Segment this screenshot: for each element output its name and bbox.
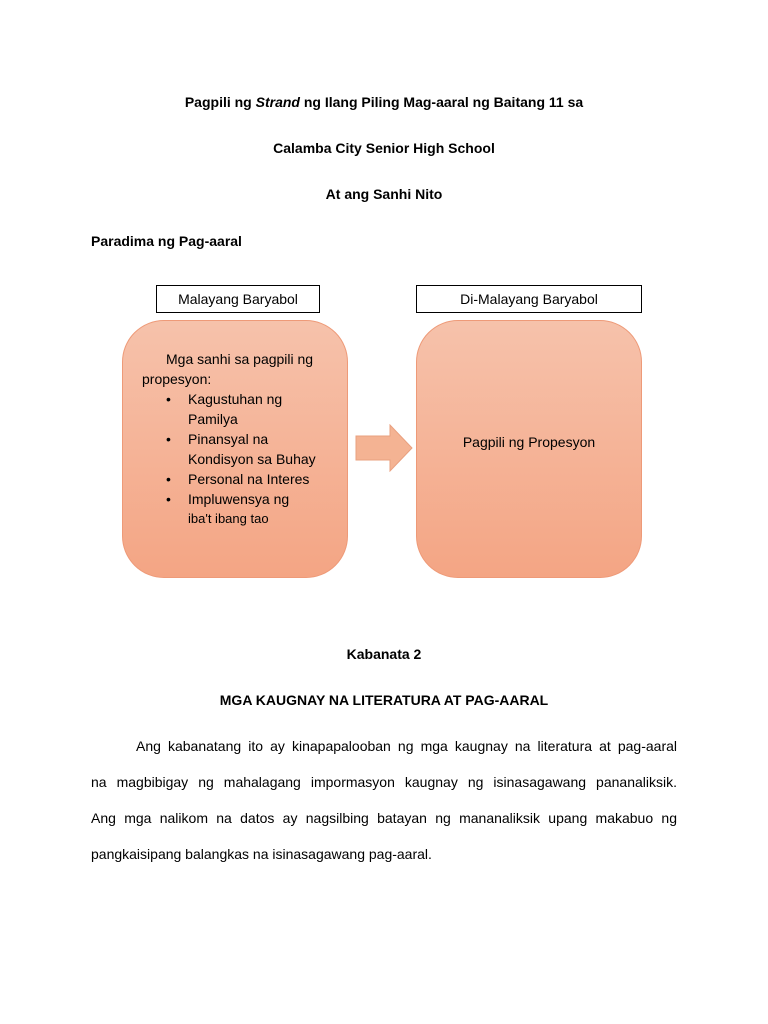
document-title-line-3: At ang Sanhi Nito bbox=[325, 186, 443, 202]
chapter-number: Kabanata 2 bbox=[346, 646, 422, 662]
causes-intro: Mga sanhi sa pagpili ng propesyon: bbox=[142, 351, 314, 387]
paragraph-line: Ang mga nalikom na datos ay nagsilbing batayan ng mananaliksik upang makabuo ng bbox=[91, 810, 677, 826]
chapter-title: MGA KAUGNAY NA LITERATURA AT PAG-AARAL bbox=[219, 692, 549, 708]
title-text-part: Pagpili ng bbox=[184, 94, 256, 110]
cause-item bbox=[188, 489, 342, 529]
paragraph-line: pangkaisipang balangkas na isinasagawang pag-aaral. bbox=[91, 846, 432, 862]
cause-item-line: • Pinansyal na bbox=[188, 431, 269, 447]
cause-item-line: • Impluwensya ng bbox=[188, 491, 290, 507]
causes-list bbox=[142, 389, 342, 529]
right-arrow-icon bbox=[355, 424, 413, 472]
paragraph-line: Ang kabanatang ito ay kinapapalooban ng mga kaugnay na literatura at pag-aaral bbox=[136, 738, 677, 754]
title-emphasis-strand: Strand bbox=[255, 94, 300, 110]
outcome-text: Pagpili ng Propesyon bbox=[462, 434, 596, 450]
independent-variable-label: Malayang Baryabol bbox=[156, 285, 320, 313]
document-title-line-2: Calamba City Senior High School bbox=[273, 140, 495, 156]
chapter-paragraph bbox=[91, 728, 677, 872]
paradigm-heading: Paradima ng Pag-aaral bbox=[91, 233, 242, 249]
cause-item bbox=[188, 389, 342, 429]
title-text-part: ng Ilang Piling Mag-aaral ng Baitang 11 sa bbox=[299, 94, 584, 110]
cause-item-line: • Kagustuhan ng bbox=[188, 391, 283, 407]
cause-item-line: Pamilya bbox=[188, 411, 238, 427]
cause-item-line: iba't ibang tao bbox=[188, 511, 269, 526]
cause-item-line: Kondisyon sa Buhay bbox=[188, 451, 316, 467]
paragraph-line: na magbibigay ng mahalagang impormasyon kaugnay ng isinasagawang pananaliksik. bbox=[91, 774, 677, 790]
cause-item bbox=[188, 429, 342, 469]
document-title-line-1 bbox=[0, 93, 768, 111]
dependent-variable-label: Di-Malayang Baryabol bbox=[416, 285, 642, 313]
cause-item bbox=[188, 469, 342, 489]
cause-item-line: • Personal na Interes bbox=[188, 471, 310, 487]
causes-text bbox=[142, 349, 342, 529]
